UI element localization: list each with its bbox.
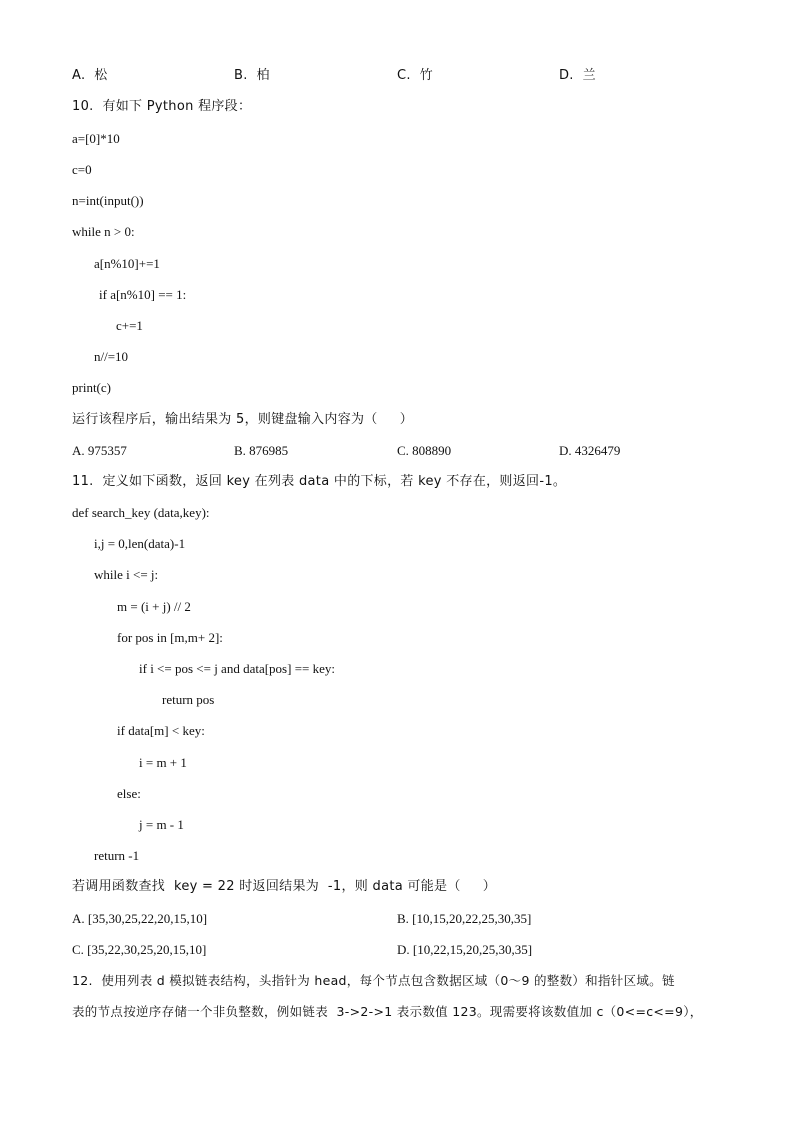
q10-option-d: D. 4326479 — [559, 443, 621, 458]
q11-code-line: def search_key (data,key): — [72, 505, 210, 520]
q11-code-line: else: — [117, 786, 141, 801]
q11-option-d: D. [10,22,15,20,25,30,35] — [397, 942, 533, 957]
q10-option-a: A. 975357 — [72, 443, 127, 458]
q10-question: 运行该程序后，输出结果为 5，则键盘输入内容为（ ） — [72, 412, 414, 427]
q10-code-line: print(c) — [72, 380, 111, 395]
q10-code-line: c+=1 — [116, 318, 143, 333]
q9-option-d: D. 兰 — [559, 68, 596, 83]
q10-option-b: B. 876985 — [234, 443, 289, 458]
q10-code-line: n=int(input()) — [72, 193, 144, 208]
q11-code-line: if i <= pos <= j and data[pos] == key: — [139, 661, 335, 676]
q11-stem: 11. 定义如下函数，返回 key 在列表 data 中的下标，若 key 不存在，则返回-1。 — [72, 474, 567, 489]
q11-code-line: return pos — [162, 692, 215, 707]
q11-code-line: return -1 — [94, 848, 140, 863]
q10-code-line: a[n%10]+=1 — [94, 256, 160, 271]
q9-option-c: C. 竹 — [397, 68, 433, 83]
q9-option-a: A. 松 — [72, 68, 108, 83]
q11-option-b: B. [10,15,20,22,25,30,35] — [397, 911, 532, 926]
q11-option-a: A. [35,30,25,22,20,15,10] — [72, 911, 208, 926]
q11-code-line: if data[m] < key: — [117, 723, 205, 738]
q10-stem: 10. 有如下 Python 程序段： — [72, 99, 252, 114]
q11-code-line: i = m + 1 — [139, 755, 187, 770]
q11-code-line: while i <= j: — [94, 567, 159, 582]
q10-code-line: n//=10 — [94, 349, 129, 364]
q12-text-line1: 12. 使用列表 d 模拟链表结构，头指针为 head，每个节点包含数据区域（0～9 的整数）和指针区域。链 — [72, 973, 675, 988]
q11-code-line: j = m - 1 — [139, 817, 184, 832]
q11-code-line: for pos in [m,m+ 2]: — [117, 630, 223, 645]
q9-option-b: B. 柏 — [234, 68, 270, 83]
q10-code-line: a=[0]*10 — [72, 131, 120, 146]
q11-option-c: C. [35,22,30,25,20,15,10] — [72, 942, 207, 957]
q11-code-line: i,j = 0,len(data)-1 — [94, 536, 186, 551]
q10-code-line: while n > 0: — [72, 224, 135, 239]
q10-code-line: if a[n%10] == 1: — [99, 287, 187, 302]
q11-code-line: m = (i + j) // 2 — [117, 599, 191, 614]
q11-question: 若调用函数查找 key = 22 时返回结果为 -1，则 data 可能是（ ） — [72, 879, 497, 894]
q12-text-line2: 表的节点按逆序存储一个非负整数，例如链表 3->2->1 表示数值 123。现需要将该数值加 c（0<=c<=9）， — [72, 1004, 703, 1019]
q10-code-line: c=0 — [72, 162, 92, 177]
q10-option-c: C. 808890 — [397, 443, 452, 458]
